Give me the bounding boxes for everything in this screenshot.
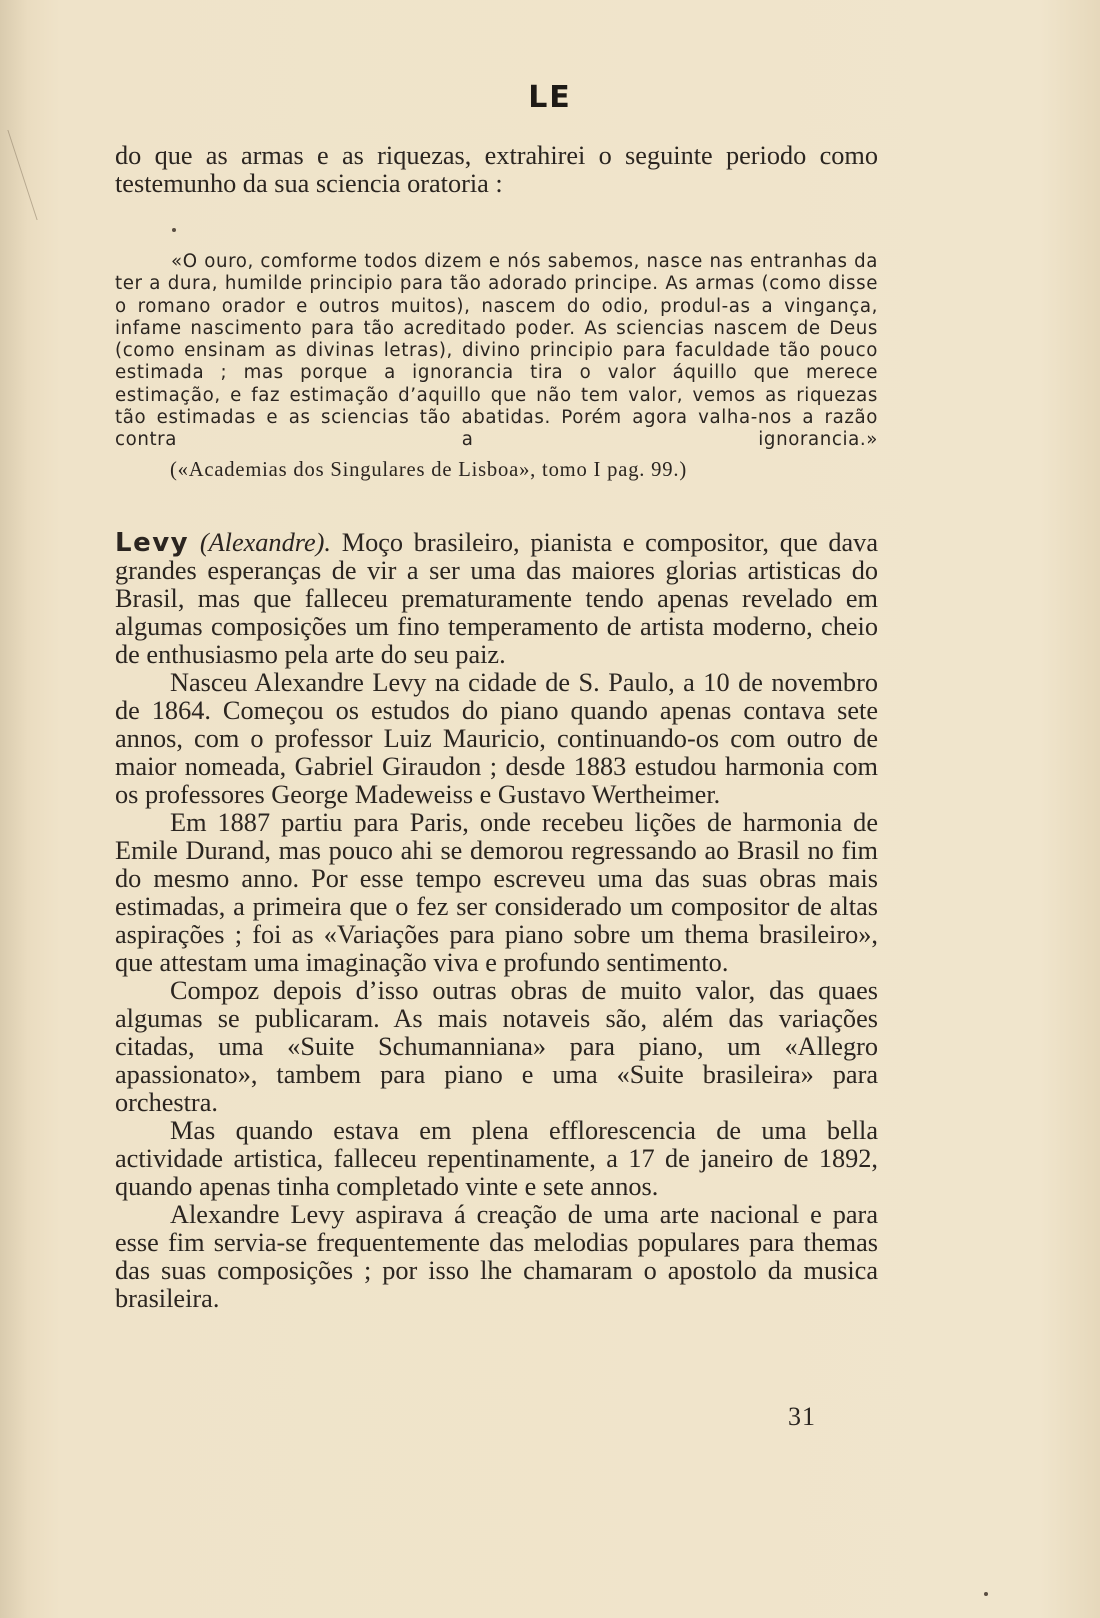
entry-paragraph: Mas quando estava em plena efflorescencia de uma bella actividade artistica, falleceu repentinamente, a 17 de janeiro de 1892, quando apenas tinha completado vinte e sete annos.: [115, 1116, 878, 1201]
quote-text: «O ouro, comforme todos dizem e nós sabemos, nasce nas entranhas da ter a dura, humilde principio para tão adorado principe. As armas (como disse o romano orador e outros muitos), nascem do odio, produl-as a vingança, infame nascimento para tão acreditado poder. As sciencias nascem de Deus (como ensinam as divinas letras), divino principio para faculdade tão pouco estimada ; mas porque a ignorancia tira o valor áquillo que merece estimação, e faz estimação d’aquillo que não tem valor, vemos as riquezas tão estimadas e as sciencias tão abatidas. Porém agora valha-nos a razão contra a ignorancia.»: [115, 251, 878, 451]
entry-parenthetical: (Alexandre).: [199, 528, 331, 557]
block-quote: [115, 251, 878, 452]
quote-citation: («Academias dos Singulares de Lisboa», tomo I pag. 99.): [170, 459, 687, 481]
page-number: 31: [788, 1402, 816, 1431]
ink-speck: [172, 228, 176, 232]
dictionary-entry: [115, 529, 878, 1313]
ink-speck: [984, 1592, 988, 1596]
entry-paragraph: Em 1887 partiu para Paris, onde recebeu lições de harmonia de Emile Durand, mas pouco ahi se demorou regressando ao Brasil no fim do mesmo anno. Por esse tempo escreveu uma das suas obras mais estimadas, a primeira que o fez ser considerado um compositor de altas aspirações ; foi as «Variações para piano sobre um thema brasileiro», que attestam uma imaginação viva e profundo sentimento.: [115, 808, 878, 977]
entry-paragraph: Nasceu Alexandre Levy na cidade de S. Paulo, a 10 de novembro de 1864. Começou os estudos do piano quando apenas contava sete annos, com o professor Luiz Mauricio, continuando-os com outro de maior nomeada, Gabriel Giraudon ; desde 1883 estudou harmonia com os professores George Madeweiss e Gustavo Wertheimer.: [115, 668, 878, 809]
entry-paragraph: Alexandre Levy aspirava á creação de uma arte nacional e para esse fim servia-se frequentemente das melodias populares para themas das suas composições ; por isso lhe chamaram o apostolo da musica brasileira.: [115, 1200, 878, 1313]
intro-paragraph: do que as armas e as riquezas, extrahirei o seguinte periodo como testemunho da sua sciencia oratoria :: [115, 141, 878, 198]
entry-text: Moço brasileiro, pianista e compositor, que dava grandes esperanças de vir a ser uma das maiores glorias artisticas do Brasil, mas que falleceu prematuramente tendo apenas revelado em algumas composições um fino temperamento de artista moderno, cheio de enthusiasmo pela arte do seu paiz.: [115, 528, 879, 669]
running-header: LE: [528, 80, 572, 115]
entry-headword: Levy: [115, 528, 190, 558]
entry-paragraph: Compoz depois d’isso outras obras de muito valor, das quaes algumas se publicaram. As mais notaveis são, além das variações citadas, uma «Suite Schumanniana» para piano, um «Allegro apassionato», tambem para piano e uma «Suite brasileira» para orchestra.: [115, 976, 878, 1117]
entry-paragraph: [115, 529, 878, 669]
page-crease: [0, 130, 38, 220]
